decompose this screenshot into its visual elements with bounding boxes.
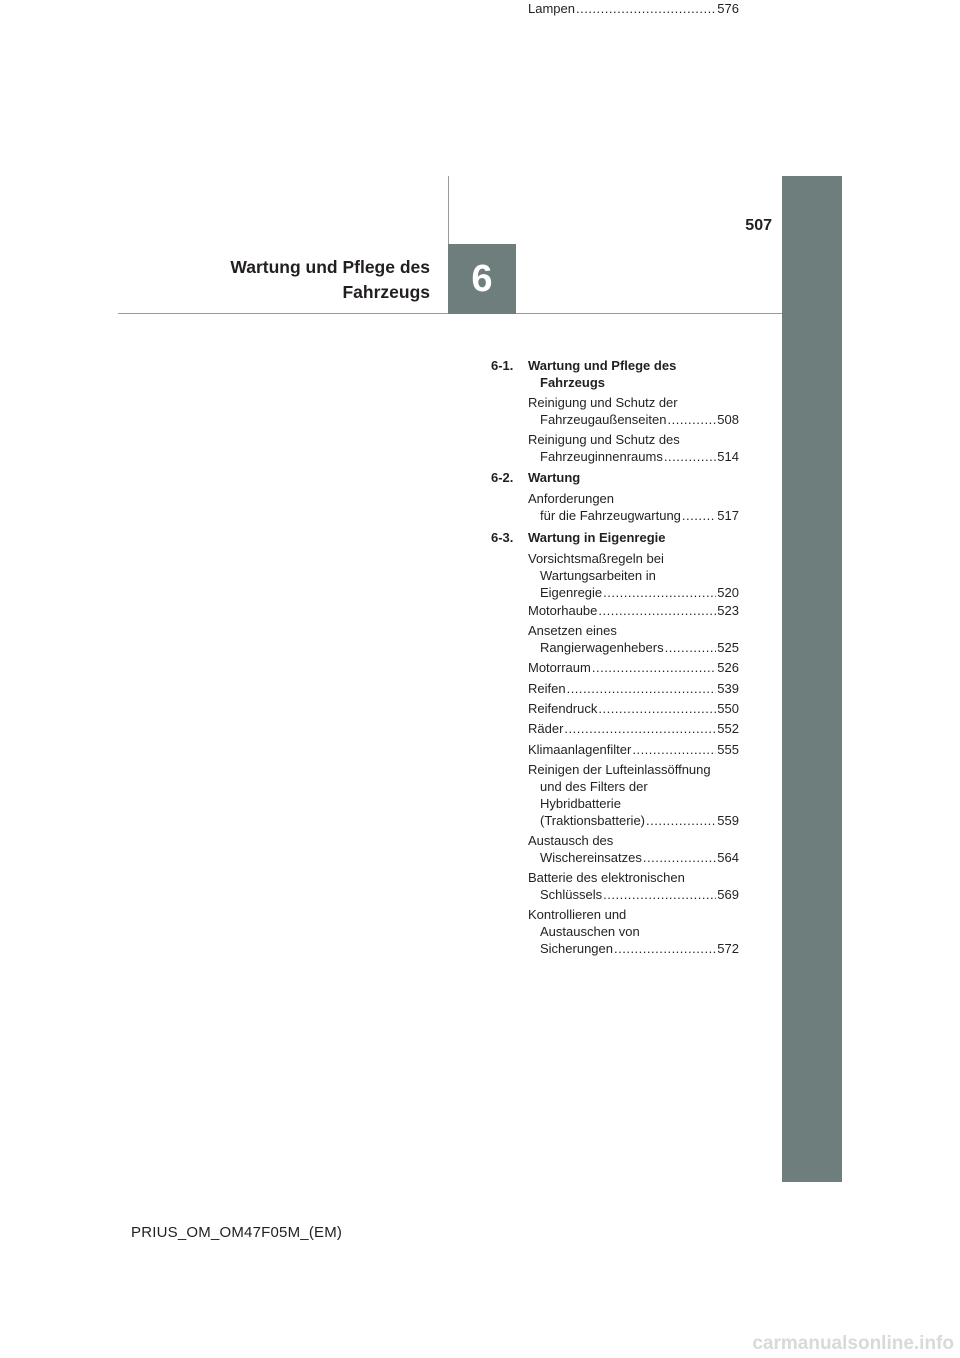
toc-entry-page: 576	[717, 1, 739, 16]
toc-entry-page: 508	[717, 412, 739, 427]
dot-leader	[646, 812, 716, 829]
toc-entry-line	[528, 659, 739, 676]
section-title-line: Fahrzeugs	[540, 375, 606, 390]
toc-entry[interactable]	[528, 490, 739, 524]
toc-entry[interactable]	[528, 394, 739, 428]
toc-entry-text: Lampen	[528, 1, 575, 16]
toc-entry[interactable]	[528, 602, 739, 619]
toc-entry-line: Wartungsarbeiten in	[540, 568, 656, 583]
toc-entry[interactable]	[528, 431, 739, 465]
toc-entry-line	[528, 720, 739, 737]
toc-entry-line	[528, 448, 739, 465]
section-title	[528, 529, 738, 546]
toc-entry-page: 555	[717, 742, 739, 757]
toc-entry-page: 539	[717, 681, 739, 696]
toc-entry-text: Fahrzeuginnenraums	[540, 449, 663, 464]
toc-entry[interactable]	[528, 0, 739, 17]
toc-entry-text: Sicherungen	[540, 941, 613, 956]
section-title-line: Wartung	[528, 470, 581, 485]
toc-entry-line	[528, 886, 739, 903]
page-number: 507	[745, 217, 772, 234]
dot-leader	[603, 584, 716, 601]
dot-leader	[682, 507, 716, 524]
toc-entry-line	[528, 0, 739, 17]
dot-leader	[603, 886, 716, 903]
toc-entry-line: Reinigung und Schutz der	[528, 395, 678, 410]
toc-entry[interactable]	[528, 680, 739, 697]
section-number: 6-3.	[491, 530, 514, 545]
toc-entry-text: Eigenregie	[540, 585, 603, 600]
chapter-title-line-1: Wartung und Pflege des	[230, 257, 430, 277]
toc-entry-page: 526	[717, 660, 739, 675]
dot-leader	[576, 0, 716, 17]
watermark-logo	[598, 1332, 954, 1354]
dot-leader	[632, 741, 716, 758]
toc-entry-line: Austauschen von	[540, 924, 640, 939]
dot-leader	[614, 940, 716, 957]
toc-entry-line	[528, 411, 739, 428]
toc-entry-text: Fahrzeugaußenseiten	[540, 412, 667, 427]
toc-entry-page: 523	[717, 603, 739, 618]
toc-entry-text: Wischereinsatzes	[540, 850, 642, 865]
dot-leader	[665, 639, 717, 656]
section-number: 6-1.	[491, 358, 514, 373]
dot-leader	[667, 411, 716, 428]
toc-entry-text: Klimaanlagenfilter	[528, 742, 632, 757]
toc-entry-line	[528, 584, 739, 601]
toc-entry[interactable]	[528, 761, 739, 829]
toc-entry-text: für die Fahrzeugwartung	[540, 508, 681, 523]
chapter-side-tab	[782, 176, 842, 1182]
toc-entry-page: 564	[717, 850, 739, 865]
toc-entry-line	[528, 741, 739, 758]
toc-entry-text: Räder	[528, 721, 564, 736]
chapter-number-box: 6	[448, 244, 516, 314]
toc-entry-line: und des Filters der	[540, 779, 648, 794]
toc-entry-line: Batterie des elektronischen	[528, 870, 685, 885]
toc-entry[interactable]	[528, 550, 739, 601]
toc-entry[interactable]	[528, 741, 739, 758]
toc-entry[interactable]	[528, 700, 739, 717]
toc-entry-page: 569	[717, 887, 739, 902]
toc-entry-text: Motorraum	[528, 660, 591, 675]
toc-entry[interactable]	[528, 720, 739, 737]
toc-entry-text: Motorhaube	[528, 603, 598, 618]
toc-entry-line	[528, 680, 739, 697]
toc-entry-line	[528, 602, 739, 619]
section-title	[528, 357, 738, 391]
toc-entry-line	[528, 812, 739, 829]
toc-entry-text: (Traktionsbatterie)	[540, 813, 645, 828]
toc-entry-page: 559	[717, 813, 739, 828]
toc-entry-line	[528, 940, 739, 957]
section-title-line: Wartung und Pflege des	[528, 358, 677, 373]
dot-leader	[567, 680, 717, 697]
toc-entry-line: Hybridbatterie	[540, 796, 621, 811]
toc-entry-page: 517	[717, 508, 739, 523]
watermark-text: carmanualsonline.info	[752, 1333, 954, 1354]
toc-entry-line	[528, 639, 739, 656]
toc-entry-line: Reinigung und Schutz des	[528, 432, 680, 447]
toc-entry-page: 514	[717, 449, 739, 464]
toc-entry[interactable]	[528, 622, 739, 656]
toc-entry[interactable]	[528, 869, 739, 903]
toc-entry[interactable]	[528, 906, 739, 957]
toc-entry-line: Austausch des	[528, 833, 614, 848]
section-number: 6-2.	[491, 470, 514, 485]
footer-document-code: PRIUS_OM_OM47F05M_(EM)	[131, 1224, 343, 1241]
dot-leader	[598, 700, 716, 717]
toc-entry-line: Kontrollieren und	[528, 907, 627, 922]
dot-leader	[592, 659, 716, 676]
dot-leader	[643, 849, 716, 866]
chapter-title-line-2: Fahrzeugs	[342, 282, 430, 302]
toc-entry-line: Vorsichtsmaßregeln bei	[528, 551, 664, 566]
toc-entry[interactable]	[528, 832, 739, 866]
toc-entry-text: Rangierwagenhebers	[540, 640, 664, 655]
dot-leader	[664, 448, 716, 465]
toc-entry-page: 550	[717, 701, 739, 716]
toc-entry-page: 552	[717, 721, 739, 736]
toc-entry-line	[528, 849, 739, 866]
chapter-title	[180, 255, 430, 305]
dot-leader	[564, 720, 716, 737]
dot-leader	[598, 602, 716, 619]
toc-entry-text: Reifen	[528, 681, 566, 696]
toc-entry-line: Anforderungen	[528, 491, 615, 506]
toc-entry-text: Reifendruck	[528, 701, 598, 716]
toc-entry-line	[528, 700, 739, 717]
toc-entry-page: 525	[717, 640, 739, 655]
toc-entry-line	[528, 507, 739, 524]
toc-entry-text: Schlüssels	[540, 887, 603, 902]
section-title	[528, 469, 738, 486]
section-title-line: Wartung in Eigenregie	[528, 530, 666, 545]
toc-entry-page: 520	[717, 585, 739, 600]
toc-entry-line: Reinigen der Lufteinlassöffnung	[528, 762, 711, 777]
toc-entry-page: 572	[717, 941, 739, 956]
toc-entry-line: Ansetzen eines	[528, 623, 617, 638]
toc-entry[interactable]	[528, 659, 739, 676]
